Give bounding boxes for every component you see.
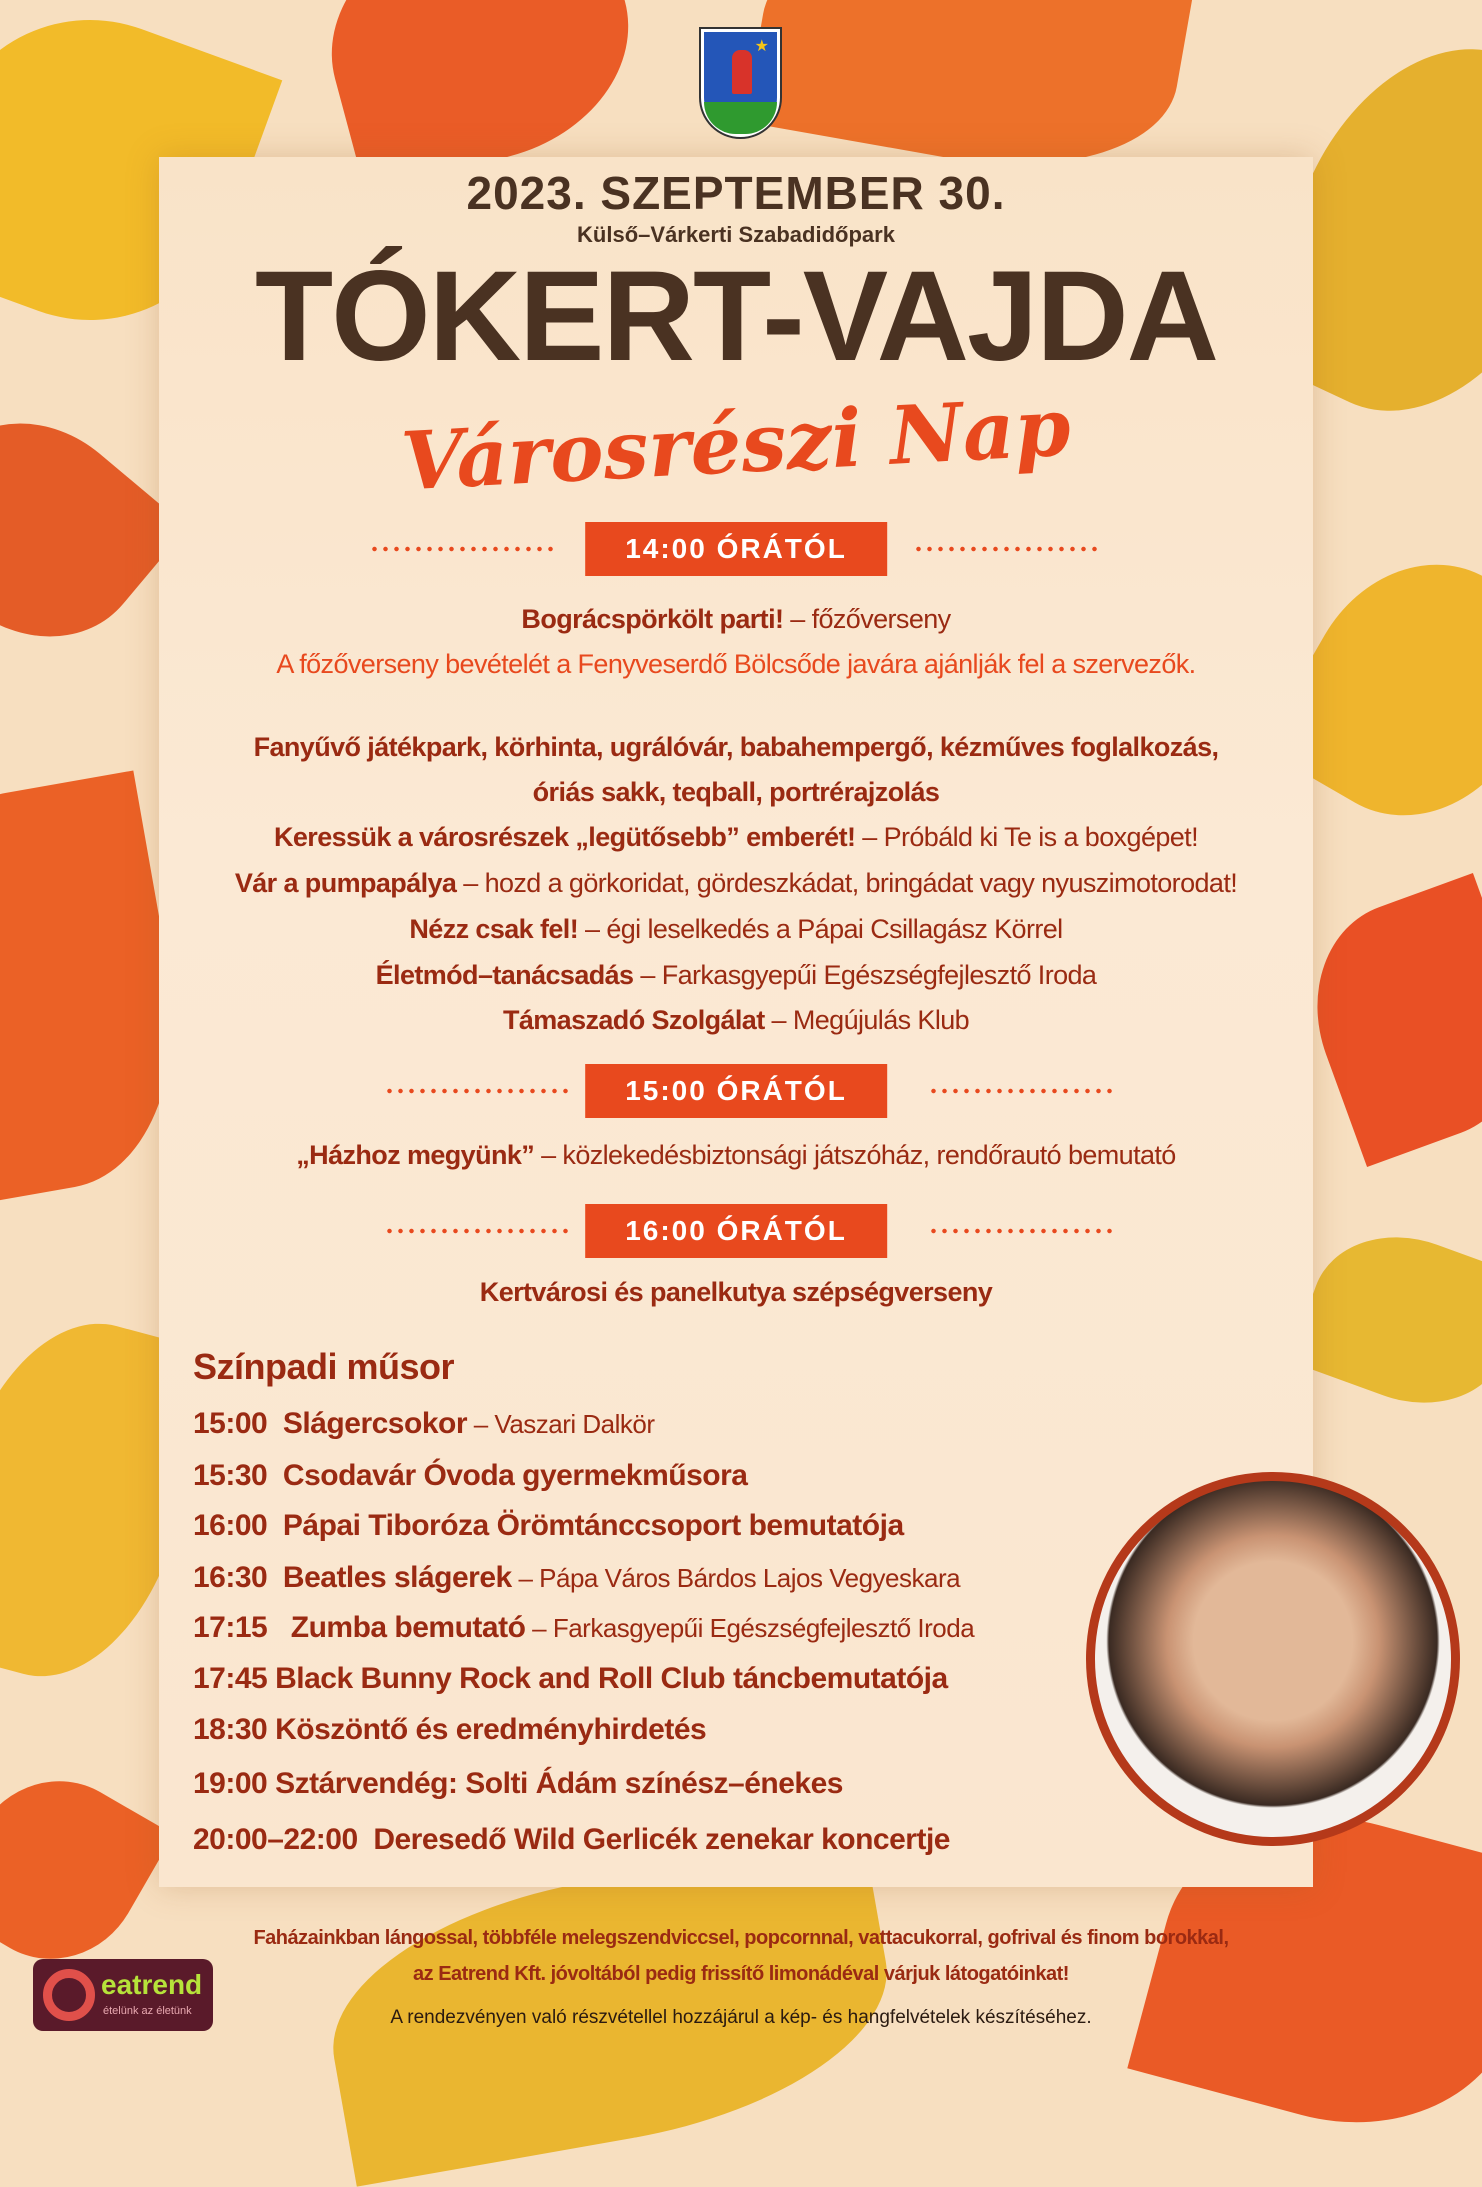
time-banner-row	[159, 1204, 1313, 1260]
program-item	[159, 959, 1313, 991]
item-detail: – főzőverseny	[783, 604, 951, 634]
leaf-decoration	[0, 1750, 174, 1991]
stage-time: 16:30	[193, 1561, 268, 1594]
leaf-decoration	[1289, 1211, 1482, 1430]
stage-row	[193, 1661, 948, 1697]
program-item	[159, 867, 1313, 899]
dots-decoration	[913, 546, 1103, 552]
item-detail: – Megújulás Klub	[764, 1005, 970, 1035]
stage-time: 20:00–22:00	[193, 1823, 358, 1856]
stage-row	[193, 1822, 950, 1858]
event-date: 2023. SZEPTEMBER 30.	[466, 167, 1006, 219]
stage-act: Csodavár Óvoda gyermekműsora	[282, 1459, 748, 1492]
event-subtitle-row	[159, 379, 1313, 509]
stage-time: 16:00	[193, 1509, 268, 1542]
stage-time: 18:30	[193, 1713, 268, 1746]
time-banner: 15:00 ÓRÁTÓL	[585, 1064, 887, 1118]
program-item	[159, 913, 1313, 945]
time-banner-row	[159, 1064, 1313, 1120]
stage-row	[193, 1610, 974, 1646]
guest-star-photo	[1086, 1472, 1460, 1846]
stage-time: 15:30	[193, 1459, 268, 1492]
item-title: Keressük a városrészek „legütősebb” emberét!	[273, 822, 856, 852]
city-crest	[701, 29, 780, 137]
stage-detail: – Vaszari Dalkör	[467, 1409, 655, 1439]
stage-row	[193, 1406, 655, 1442]
program-item: óriás sakk, teqball, portrérajzolás	[532, 777, 940, 807]
stage-act: Pápai Tiboróza Örömtánccsoport bemutatója	[282, 1509, 904, 1542]
logo-name: eatrend	[101, 1969, 203, 2000]
stage-act: Deresedő Wild Gerlicék zenekar koncertje	[373, 1823, 950, 1856]
leaf-decoration	[1285, 873, 1482, 1167]
stage-act: Slágercsokor	[282, 1407, 467, 1440]
program-item: Fanyűvő játékpark, körhinta, ugrálóvár, babahempergő, kézműves foglalkozás,	[253, 732, 1219, 762]
dots-decoration	[928, 1228, 1118, 1234]
stage-row	[193, 1508, 904, 1544]
item-title: Vár a pumpapálya	[234, 868, 457, 898]
stage-time: 17:15	[193, 1611, 268, 1644]
item-title: Életmód–tanácsadás	[375, 960, 634, 990]
event-title: TÓKERT-VAJDA	[254, 245, 1218, 388]
stage-act: Black Bunny Rock and Roll Club táncbemutatója	[275, 1662, 948, 1695]
footer-food-text: Faházainkban lángossal, többféle melegszendviccsel, popcornnal, vattacukorral, gofrival és finom borokkal,	[253, 1927, 1229, 1949]
stage-row	[193, 1766, 843, 1802]
stage-time: 15:00	[193, 1407, 268, 1440]
dots-decoration	[369, 546, 559, 552]
stage-act: Zumba bemutató	[290, 1611, 526, 1644]
program-item	[159, 603, 1313, 635]
program-item	[159, 1004, 1313, 1036]
dots-decoration	[384, 1088, 574, 1094]
stage-row	[193, 1560, 960, 1596]
item-detail: – Farkasgyepűi Egészségfejlesztő Iroda	[633, 960, 1097, 990]
star-icon: ★	[754, 38, 769, 55]
stage-title: Színpadi műsor	[193, 1346, 455, 1387]
time-banner: 16:00 ÓRÁTÓL	[585, 1204, 887, 1258]
program-note: A főzőverseny bevételét a Fenyveserdő Bölcsőde javára ajánlják fel a szervezők.	[276, 649, 1196, 679]
item-title: Bográcspörkölt parti!	[521, 604, 784, 634]
time-banner-row	[159, 522, 1313, 578]
stage-act: Beatles slágerek	[282, 1561, 512, 1594]
time-banner: 14:00 ÓRÁTÓL	[585, 522, 887, 576]
item-title: Nézz csak fel!	[409, 914, 579, 944]
stage-row	[193, 1458, 747, 1494]
item-title: Támaszadó Szolgálat	[502, 1005, 765, 1035]
dots-decoration	[384, 1228, 574, 1234]
event-subtitle: Városrészi Nap	[399, 379, 1073, 509]
stage-time: 17:45	[193, 1662, 268, 1695]
logo-tagline: ételünk az életünk	[103, 2005, 192, 2017]
stage-row	[193, 1712, 706, 1748]
item-detail: – hozd a görkoridat, gördeszkádat, bringádat vagy nyuszimotorodat!	[456, 868, 1238, 898]
stage-detail: – Farkasgyepűi Egészségfejlesztő Iroda	[525, 1613, 975, 1643]
footer-consent-note: A rendezvényen való részvétellel hozzájárul a kép- és hangfelvételek készítéséhez.	[390, 2007, 1092, 2028]
program-item	[159, 1139, 1313, 1171]
item-title: „Házhoz megyünk”	[296, 1140, 535, 1170]
event-venue: Külső–Várkerti Szabadidőpark	[577, 222, 895, 247]
logo-ring-icon	[43, 1969, 95, 2021]
footer-lemonade-text: az Eatrend Kft. jóvoltából pedig frissítő limonádéval várjuk látogatóinkat!	[413, 1963, 1069, 1985]
dots-decoration	[928, 1088, 1118, 1094]
item-detail: – Próbáld ki Te is a boxgépet!	[855, 822, 1198, 852]
stage-time: 19:00	[193, 1767, 268, 1800]
stage-detail: – Pápa Város Bárdos Lajos Vegyeskara	[511, 1563, 961, 1593]
item-detail: – égi leselkedés a Pápai Csillagász Körrel	[578, 914, 1063, 944]
stage-act: Köszöntő és eredményhirdetés	[275, 1713, 707, 1746]
eatrend-logo	[33, 1959, 213, 2031]
item-detail: – közlekedésbiztonsági játszóház, rendőrautó bemutató	[534, 1140, 1176, 1170]
stage-act: Sztárvendég: Solti Ádám színész–énekes	[275, 1767, 843, 1800]
program-item	[159, 821, 1313, 853]
program-item: Kertvárosi és panelkutya szépségverseny	[479, 1277, 993, 1307]
